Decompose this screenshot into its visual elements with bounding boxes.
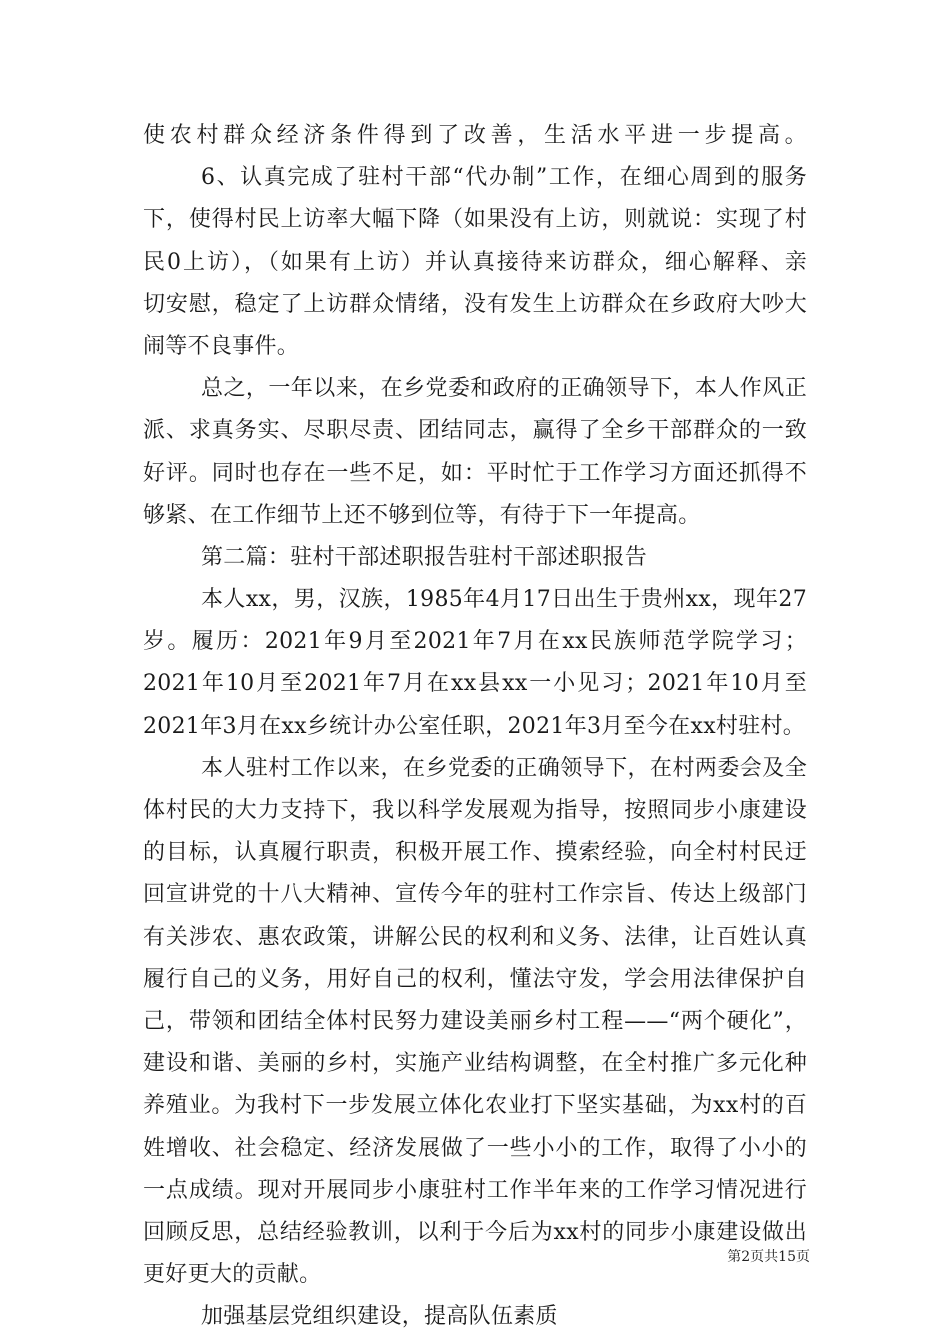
text-line: 一点成绩。现对开展同步小康驻村工作半年来的工作学习情况进行: [143, 1177, 807, 1203]
text-line: 建设和谐、美丽的乡村，实施产业结构调整，在全村推广多元化种: [143, 1051, 807, 1077]
text-line: 回宣讲党的十八大精神、宣传今年的驻村工作宗旨、传达上级部门: [143, 882, 807, 908]
paragraph-start-line: 本人驻村工作以来，在乡党委的正确领导下，在村两委会及全: [201, 755, 807, 781]
text-line: 派、求真务实、尽职尽责、团结同志，赢得了全乡干部群众的一致: [143, 418, 807, 444]
text-line: 岁。履历：2021年9月至2021年7月在xx民族师范学院学习；: [143, 629, 807, 655]
text-line: 使农村群众经济条件得到了改善，生活水平进一步提高。: [143, 123, 807, 148]
text-line: 履行自己的义务，用好自己的权利，懂法守发，学会用法律保护自: [143, 966, 807, 992]
section-heading: 第二篇：驻村干部述职报告驻村干部述职报告: [201, 544, 648, 570]
text-line: 体村民的大力支持下，我以科学发展观为指导，按照同步小康建设: [143, 798, 807, 823]
document-body: [143, 115, 807, 1338]
text-line: 切安慰，稳定了上访群众情绪，没有发生上访群众在乡政府大吵大: [143, 291, 807, 317]
paragraph-end-line: 更好更大的贡献。: [143, 1262, 322, 1288]
text-line: 下，使得村民上访率大幅下降（如果没有上访，则就说：实现了村: [143, 207, 807, 233]
text-line: 民0上访），（如果有上访）并认真接待来访群众，细心解释、亲: [143, 249, 807, 275]
paragraph-end-line: 闹等不良事件。: [143, 333, 300, 359]
text-line: 好评。同时也存在一些不足，如：平时忙于工作学习方面还抓得不: [143, 460, 807, 486]
text-line: 2021年10月至2021年7月在xx县xx一小见习；2021年10月至: [143, 671, 807, 697]
paragraph-end-line: 2021年3月在xx乡统计办公室任职，2021年3月至今在xx村驻村。: [143, 713, 806, 739]
page-number-footer: 第2页共15页: [727, 1249, 810, 1265]
text-line: 有关涉农、惠农政策，讲解公民的权利和义务、法律，让百姓认真: [143, 924, 807, 950]
paragraph-end-line: 够紧、在工作细节上还不够到位等，有待于下一年提高。: [143, 502, 701, 528]
paragraph-start-line: 6、认真完成了驻村干部“代办制”工作，在细心周到的服务: [201, 165, 807, 191]
paragraph-start-line: 总之，一年以来，在乡党委和政府的正确领导下，本人作风正: [201, 376, 807, 402]
text-line: 己，带领和团结全体村民努力建设美丽乡村工程——“两个硬化”，: [143, 1008, 807, 1034]
paragraph-start-line: 本人xx，男，汉族，1985年4月17日出生于贵州xx，现年27: [201, 587, 807, 613]
section-subheading: 加强基层党组织建设，提高队伍素质: [201, 1304, 558, 1330]
text-line: 回顾反思，总结经验教训，以利于今后为xx村的同步小康建设做出: [143, 1219, 807, 1245]
text-line: 养殖业。为我村下一步发展立体化农业打下坚实基础，为xx村的百: [143, 1093, 807, 1119]
text-line: 的目标，认真履行职责，积极开展工作、摸索经验，向全村村民迂: [143, 840, 807, 866]
text-line: 姓增收、社会稳定、经济发展做了一些小小的工作，取得了小小的: [143, 1135, 807, 1161]
